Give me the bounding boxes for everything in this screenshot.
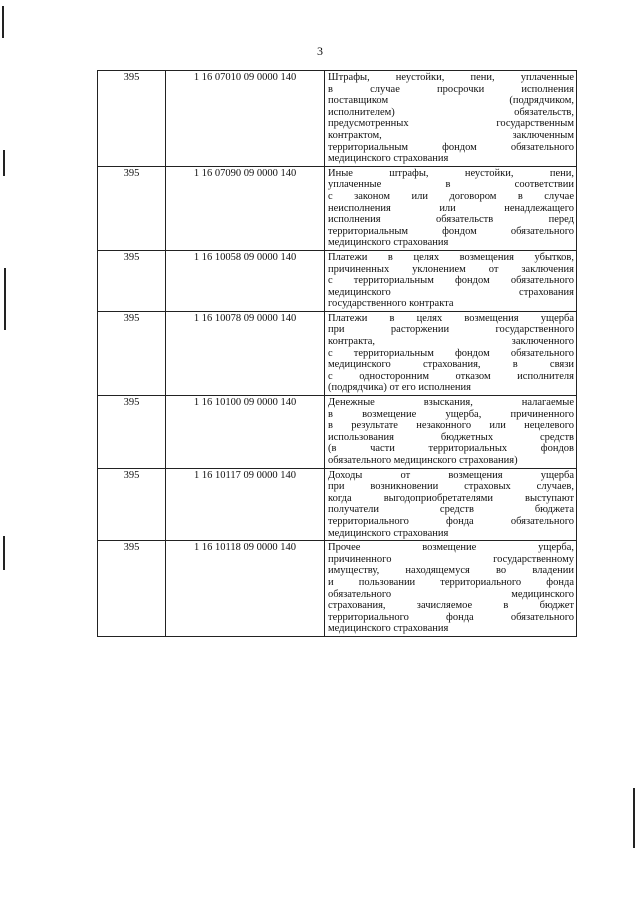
description-line: получатели средств бюджета <box>328 504 574 516</box>
description-line: в возмещение ущерба, причиненного <box>328 408 574 420</box>
budget-classification-code-cell: 1 16 07090 09 0000 140 <box>166 166 325 250</box>
budget-classification-code-cell: 1 16 10118 09 0000 140 <box>166 541 325 637</box>
description-line: медицинского страхования <box>328 623 449 635</box>
description-line: Прочее возмещение ущерба, <box>328 542 574 554</box>
revenue-description-cell <box>325 541 577 637</box>
description-line: территориального фонда обязательного <box>328 611 574 623</box>
description-line: когда выгодоприобретателями выступают <box>328 492 574 504</box>
table-row <box>98 250 577 311</box>
description-line: медицинского страхования <box>328 286 574 298</box>
description-line: и пользовании территориального фонда <box>328 576 574 588</box>
scan-mark-lower-left <box>3 536 5 570</box>
table-body <box>98 71 577 637</box>
description-line: исполнения обязательств перед <box>328 214 574 226</box>
description-line: при возникновении страховых случаев, <box>328 481 574 493</box>
description-line: с законом или договором в случае <box>328 190 574 202</box>
description-line: государственного контракта <box>328 298 454 310</box>
table-row <box>98 71 577 167</box>
description-line: использования бюджетных средств <box>328 431 574 443</box>
description-line: Платежи в целях возмещения ущерба <box>328 312 574 324</box>
revenue-description-cell <box>325 250 577 311</box>
description-line: Платежи в целях возмещения убытков, <box>328 251 574 263</box>
scan-mark-top-left <box>2 6 4 38</box>
revenue-description-cell <box>325 468 577 541</box>
description-line: (подрядчика) от его исполнения <box>328 382 471 394</box>
description-line: (в части территориальных фондов <box>328 443 574 455</box>
description-line: территориального фонда обязательного <box>328 515 574 527</box>
page-number: 3 <box>317 44 323 58</box>
description-line: Денежные взыскания, налагаемые <box>328 397 574 409</box>
admin-code-cell: 395 <box>98 71 166 167</box>
description-line: предусмотренных государственным <box>328 118 574 130</box>
table-row <box>98 541 577 637</box>
description-line: причиненного государственному <box>328 553 574 565</box>
description-line: обязательного медицинского <box>328 588 574 600</box>
description-line: имуществу, находящемуся во владении <box>328 565 574 577</box>
budget-classification-code-cell: 1 16 10100 09 0000 140 <box>166 396 325 469</box>
description-line: уплаченные в соответствии <box>328 179 574 191</box>
scan-mark-right <box>633 788 635 848</box>
description-line: медицинского страхования, в связи <box>328 359 574 371</box>
description-line: с территориальным фондом обязательного <box>328 275 574 287</box>
description-line: при расторжении государственного <box>328 324 574 336</box>
description-line: территориальным фондом обязательного <box>328 141 574 153</box>
description-line: в результате незаконного или нецелевого <box>328 420 574 432</box>
revenue-description-cell <box>325 396 577 469</box>
budget-classification-code-cell: 1 16 07010 09 0000 140 <box>166 71 325 167</box>
admin-code-cell: 395 <box>98 250 166 311</box>
admin-code-cell: 395 <box>98 468 166 541</box>
revenue-description-cell <box>325 311 577 395</box>
description-line: страхования, зачисляемое в бюджет <box>328 600 574 612</box>
budget-classification-code-cell: 1 16 10078 09 0000 140 <box>166 311 325 395</box>
revenue-description-cell <box>325 71 577 167</box>
admin-code-cell: 395 <box>98 311 166 395</box>
admin-code-cell: 395 <box>98 396 166 469</box>
table-row <box>98 468 577 541</box>
description-line: медицинского страхования <box>328 237 449 249</box>
table-row <box>98 311 577 395</box>
description-line: Штрафы, неустойки, пени, уплаченные <box>328 72 574 83</box>
budget-classification-code-cell: 1 16 10117 09 0000 140 <box>166 468 325 541</box>
revenue-codes-table <box>97 70 577 637</box>
description-line: контрактом, заключенным <box>328 129 574 141</box>
description-line: причиненных уклонением от заключения <box>328 263 574 275</box>
description-line: обязательного медицинского страхования) <box>328 455 518 466</box>
description-line: контракта, заключенного <box>328 336 574 348</box>
table-row <box>98 396 577 469</box>
description-line: с территориальным фондом обязательного <box>328 347 574 359</box>
description-line: неисполнения или ненадлежащего <box>328 202 574 214</box>
revenue-description-cell <box>325 166 577 250</box>
description-line: исполнителем) обязательств, <box>328 106 574 118</box>
description-line: поставщиком (подрядчиком, <box>328 95 574 107</box>
budget-classification-code-cell: 1 16 10058 09 0000 140 <box>166 250 325 311</box>
description-line: в случае просрочки исполнения <box>328 83 574 95</box>
description-line: территориальным фондом обязательного <box>328 225 574 237</box>
scan-mark-binder-left <box>4 268 6 330</box>
description-line: Иные штрафы, неустойки, пени, <box>328 167 574 179</box>
admin-code-cell: 395 <box>98 541 166 637</box>
description-line: Доходы от возмещения ущерба <box>328 469 574 481</box>
description-line: медицинского страхования <box>328 527 449 539</box>
table-row <box>98 166 577 250</box>
admin-code-cell: 395 <box>98 166 166 250</box>
description-line: с односторонним отказом исполнителя <box>328 370 574 382</box>
description-line: медицинского страхования <box>328 153 449 165</box>
scan-mark-mid-left <box>3 150 5 176</box>
